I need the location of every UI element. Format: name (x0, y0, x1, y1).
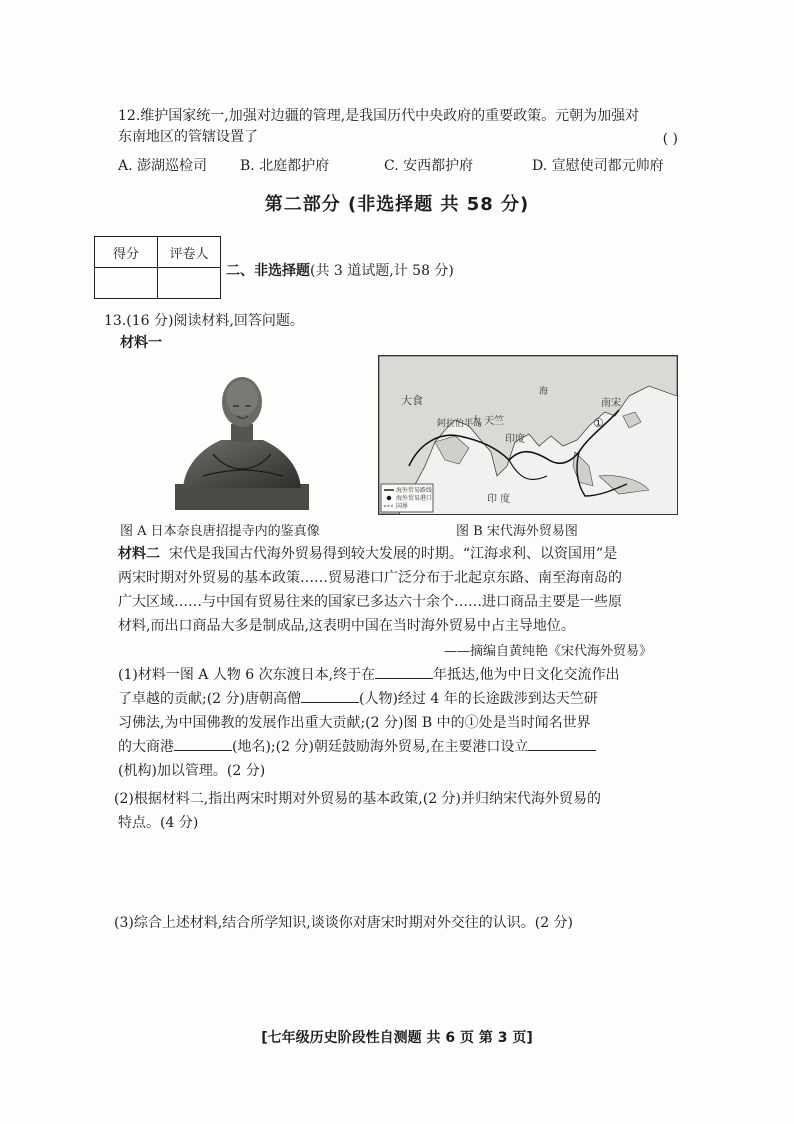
q12-line2: 东南地区的管辖设置了 (118, 129, 258, 145)
map-legend-port: 海外贸易港口 (396, 495, 433, 502)
map-label-sea: 海 (539, 387, 549, 397)
sub2-line1: (2)根据材料二,指出两宋时期对外贸易的基本政策,(2 分)并归纳宋代海外贸易的 (114, 791, 602, 807)
material2-line2: 两宋时期对外贸易的基本政策……贸易港口广泛分布于北起京东路、南至海南岛的 (118, 570, 622, 586)
section2-label: 二、非选择题 (226, 263, 310, 279)
sub1-line1 (118, 664, 698, 687)
score-cell (95, 268, 158, 299)
answer-blank-monk[interactable] (301, 688, 359, 703)
answer-blank-port[interactable] (174, 736, 232, 751)
figure-a-statue-image (173, 364, 311, 514)
map-label-alabo: 阿拉伯半岛 (437, 419, 483, 429)
sub1-text4a: 的大商港 (118, 739, 174, 755)
score-header: 得分 (95, 237, 158, 268)
question-12 (118, 106, 718, 148)
map-label-port-1: ① (593, 416, 604, 430)
q12-option-a: A. 澎湖巡检司 (118, 158, 208, 174)
q12-option-d: D. 宣慰使司都元帅府 (532, 158, 664, 174)
section2-heading (226, 260, 454, 280)
answer-blank-year[interactable] (375, 664, 433, 679)
map-legend-border: 国界 (396, 503, 409, 510)
q13-stem: 13.(16 分)阅读材料,回答问题。 (104, 313, 304, 329)
sub2-answer-area[interactable] (118, 840, 678, 900)
score-table (94, 236, 221, 299)
sub1-line5: (机构)加以管理。(2 分) (118, 763, 266, 779)
sub2-line2: 特点。(4 分) (118, 815, 199, 831)
sub1-text2b: (人物)经过 4 年的长途跋涉到达天竺研 (359, 691, 598, 707)
sub3-line: (3)综合上述材料,结合所学知识,谈谈你对唐宋时期对外交往的认识。(2 分) (114, 915, 574, 931)
answer-blank-agency[interactable] (528, 736, 596, 751)
q12-answer-paren: ( ) (662, 131, 678, 147)
figure-b-caption: 图 B 宋代海外贸易图 (456, 524, 578, 539)
map-label-yindu: 印度 (505, 434, 525, 445)
map-label-nansong: 南宋 (601, 398, 621, 409)
sub1-text4b: (地名);(2 分)朝廷鼓励海外贸易,在主要港口设立 (232, 739, 529, 755)
sub1-line3: 习佛法,为中国佛教的发展作出重大贡献;(2 分)图 B 中的①处是当时闻名世界 (118, 715, 591, 731)
sub3-answer-area[interactable] (118, 940, 678, 1010)
q12-option-b: B. 北庭都护府 (240, 158, 330, 174)
material2-line4: 材料,而出口商品大多是制成品,这表明中国在当时海外贸易中占主导地位。 (118, 618, 575, 634)
map-label-tianzhu: 大 天竺 (471, 416, 505, 427)
sub1-line4 (118, 736, 698, 759)
page-footer: [七年级历史阶段性自测题 共 6 页 第 3 页] (261, 1030, 533, 1046)
part2-title: 第二部分 (非选择题 共 58 分) (264, 194, 530, 215)
sub1-text1b: 年抵达,他为中日文化交流作出 (433, 667, 620, 683)
material2-label: 材料二 (118, 546, 160, 562)
figure-b-trade-map (378, 355, 678, 515)
material2-text1: 宋代是我国古代海外贸易得到较大发展的时期。“江海求利、以资国用”是 (168, 546, 618, 562)
grader-header: 评卷人 (158, 237, 221, 268)
material2-line3: 广大区域……与中国有贸易往来的国家已多达六十余个……进口商品主要是一些原 (118, 594, 622, 610)
sub1-line2 (118, 688, 698, 711)
section2-desc: (共 3 道试题,计 58 分) (310, 263, 454, 279)
material2-line1 (118, 543, 690, 565)
q12-line1: 12.维护国家统一,加强对边疆的管理,是我国历代中央政府的重要政策。元朝为加强对 (118, 108, 640, 124)
q12-option-c: C. 安西都护府 (384, 158, 474, 174)
sub1-text2a: 了卓越的贡献;(2 分)唐朝高僧 (118, 691, 301, 707)
material2-source: ——摘编自黄纯艳《宋代海外贸易》 (444, 644, 653, 659)
map-label-indian-ocean: 印 度 (487, 494, 511, 505)
sub1-text1a: (1)材料一图 A 人物 6 次东渡日本,终于在 (118, 667, 376, 683)
material1-label: 材料一 (120, 335, 162, 351)
map-legend-route: 海外贸易路线 (396, 487, 433, 494)
figure-a-caption: 图 A 日本奈良唐招提寺内的鉴真像 (120, 524, 320, 539)
map-label-dashi: 大食 (401, 394, 423, 407)
grader-cell (158, 268, 221, 299)
